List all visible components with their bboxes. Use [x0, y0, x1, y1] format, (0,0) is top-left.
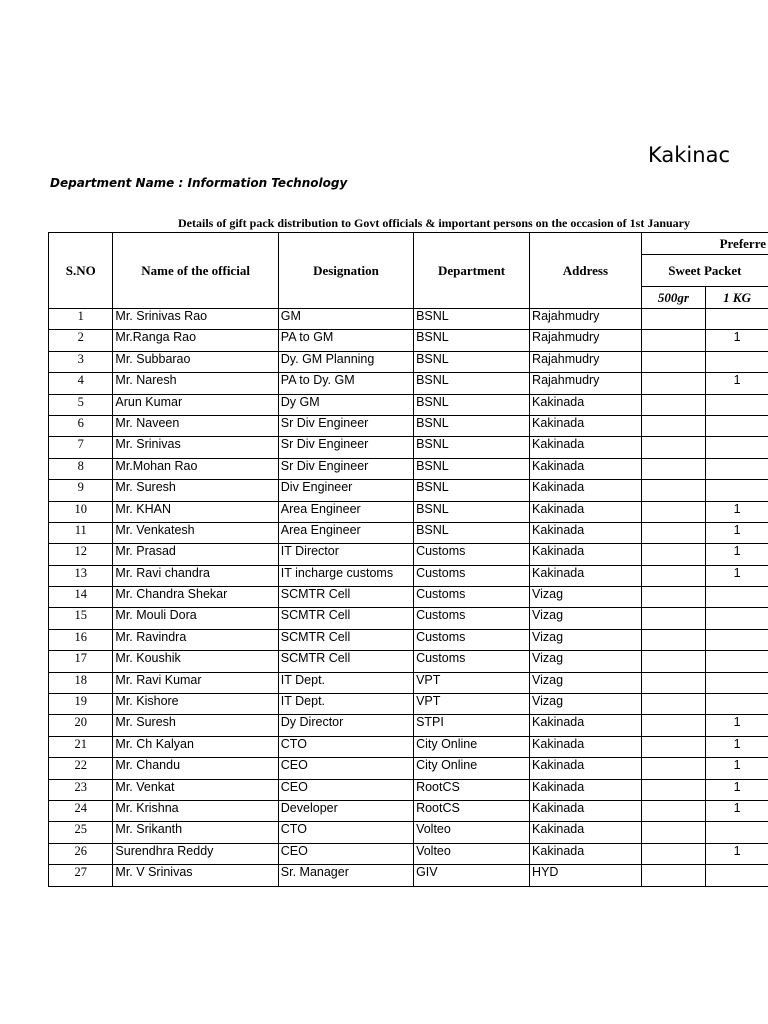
row-name: Mr. Ravi chandra [113, 565, 278, 586]
row-address: Kakinada [530, 437, 642, 458]
row-sno: 2 [49, 330, 113, 351]
table-row [49, 672, 768, 693]
row-name: Mr. Naresh [113, 373, 278, 394]
row-500gr [641, 415, 705, 436]
table-row [49, 394, 768, 415]
row-1kg [706, 437, 768, 458]
row-designation: PA to Dy. GM [278, 373, 413, 394]
table-row [49, 865, 768, 886]
col-header-sno: S.NO [49, 233, 113, 309]
row-designation: CEO [278, 843, 413, 864]
row-address: Kakinada [530, 715, 642, 736]
row-500gr [641, 822, 705, 843]
table-row [49, 437, 768, 458]
row-designation: Dy Director [278, 715, 413, 736]
row-sno: 22 [49, 758, 113, 779]
row-address: Kakinada [530, 843, 642, 864]
distribution-table [48, 232, 768, 887]
row-sno: 3 [49, 351, 113, 372]
row-name: Mr. V Srinivas [113, 865, 278, 886]
row-address: Kakinada [530, 779, 642, 800]
row-address: Kakinada [530, 758, 642, 779]
department-name-label: Department Name : Information Technology [50, 176, 348, 190]
row-sno: 26 [49, 843, 113, 864]
row-designation: IT incharge customs [278, 565, 413, 586]
row-500gr [641, 629, 705, 650]
row-designation: Developer [278, 800, 413, 821]
row-500gr [641, 458, 705, 479]
row-1kg: 1 [706, 736, 768, 757]
row-department: VPT [414, 672, 530, 693]
row-designation: SCMTR Cell [278, 629, 413, 650]
row-500gr [641, 651, 705, 672]
row-name: Mr.Ranga Rao [113, 330, 278, 351]
row-sno: 24 [49, 800, 113, 821]
row-sno: 9 [49, 480, 113, 501]
row-500gr [641, 501, 705, 522]
row-department: BSNL [414, 351, 530, 372]
row-department: GIV [414, 865, 530, 886]
row-1kg: 1 [706, 843, 768, 864]
table-row [49, 458, 768, 479]
row-sno: 27 [49, 865, 113, 886]
row-address: Vizag [530, 629, 642, 650]
row-name: Mr. Chandu [113, 758, 278, 779]
row-department: BSNL [414, 309, 530, 330]
row-department: Customs [414, 565, 530, 586]
row-500gr [641, 779, 705, 800]
row-1kg: 1 [706, 758, 768, 779]
table-row [49, 351, 768, 372]
row-designation: SCMTR Cell [278, 587, 413, 608]
row-department: BSNL [414, 501, 530, 522]
row-500gr [641, 587, 705, 608]
row-500gr [641, 437, 705, 458]
row-department: BSNL [414, 415, 530, 436]
table-row [49, 694, 768, 715]
row-designation: Sr Div Engineer [278, 415, 413, 436]
row-500gr [641, 608, 705, 629]
row-department: Volteo [414, 822, 530, 843]
row-address: Kakinada [530, 458, 642, 479]
row-name: Mr. Koushik [113, 651, 278, 672]
row-sno: 1 [49, 309, 113, 330]
table-row [49, 522, 768, 543]
row-address: Kakinada [530, 544, 642, 565]
row-sno: 10 [49, 501, 113, 522]
row-sno: 7 [49, 437, 113, 458]
row-1kg [706, 608, 768, 629]
row-department: BSNL [414, 437, 530, 458]
table-row [49, 800, 768, 821]
row-name: Mr. Prasad [113, 544, 278, 565]
table-row [49, 309, 768, 330]
row-1kg [706, 458, 768, 479]
row-designation: CEO [278, 779, 413, 800]
table-row [49, 565, 768, 586]
row-sno: 16 [49, 629, 113, 650]
row-500gr [641, 544, 705, 565]
row-1kg [706, 651, 768, 672]
details-caption: Details of gift pack distribution to Govt officials & important persons on the occasion of 1st January [178, 216, 690, 230]
row-sno: 4 [49, 373, 113, 394]
row-500gr [641, 736, 705, 757]
row-address: Kakinada [530, 480, 642, 501]
row-department: Customs [414, 587, 530, 608]
row-designation: GM [278, 309, 413, 330]
row-500gr [641, 672, 705, 693]
row-1kg: 1 [706, 522, 768, 543]
table-row [49, 608, 768, 629]
row-sno: 11 [49, 522, 113, 543]
table-row [49, 715, 768, 736]
col-header-address: Address [530, 233, 642, 309]
row-name: Mr. Kishore [113, 694, 278, 715]
table-row [49, 587, 768, 608]
row-address: Kakinada [530, 522, 642, 543]
row-department: City Online [414, 758, 530, 779]
row-1kg [706, 480, 768, 501]
row-department: RootCS [414, 800, 530, 821]
row-500gr [641, 330, 705, 351]
col-header-designation: Designation [278, 233, 413, 309]
row-department: Customs [414, 608, 530, 629]
row-1kg: 1 [706, 565, 768, 586]
page-title: Kakinac [648, 143, 730, 167]
row-address: Vizag [530, 587, 642, 608]
table-row [49, 822, 768, 843]
row-address: Kakinada [530, 822, 642, 843]
row-1kg: 1 [706, 779, 768, 800]
row-address: Kakinada [530, 415, 642, 436]
row-500gr [641, 715, 705, 736]
row-designation: Dy GM [278, 394, 413, 415]
row-designation: Area Engineer [278, 501, 413, 522]
row-designation: PA to GM [278, 330, 413, 351]
row-1kg: 1 [706, 330, 768, 351]
row-address: Vizag [530, 608, 642, 629]
row-1kg [706, 672, 768, 693]
col-header-name: Name of the official [113, 233, 278, 309]
row-designation: Sr Div Engineer [278, 437, 413, 458]
row-1kg [706, 394, 768, 415]
row-1kg: 1 [706, 501, 768, 522]
col-header-1kg: 1 KG [706, 287, 768, 309]
row-1kg [706, 415, 768, 436]
row-address: Rajahmudry [530, 309, 642, 330]
row-department: BSNL [414, 373, 530, 394]
row-sno: 5 [49, 394, 113, 415]
row-sno: 6 [49, 415, 113, 436]
row-designation: Dy. GM Planning [278, 351, 413, 372]
row-sno: 14 [49, 587, 113, 608]
row-sno: 8 [49, 458, 113, 479]
row-name: Mr. Ravindra [113, 629, 278, 650]
row-sno: 23 [49, 779, 113, 800]
row-department: VPT [414, 694, 530, 715]
row-500gr [641, 865, 705, 886]
col-header-500gr: 500gr [641, 287, 705, 309]
row-address: HYD [530, 865, 642, 886]
row-address: Rajahmudry [530, 373, 642, 394]
row-name: Mr. Ravi Kumar [113, 672, 278, 693]
row-name: Surendhra Reddy [113, 843, 278, 864]
row-500gr [641, 480, 705, 501]
row-1kg: 1 [706, 800, 768, 821]
row-sno: 18 [49, 672, 113, 693]
row-name: Mr. Venkat [113, 779, 278, 800]
row-name: Mr. Srinivas Rao [113, 309, 278, 330]
table-row [49, 779, 768, 800]
row-sno: 15 [49, 608, 113, 629]
row-designation: Sr Div Engineer [278, 458, 413, 479]
row-500gr [641, 309, 705, 330]
row-name: Mr. Chandra Shekar [113, 587, 278, 608]
row-name: Mr. Venkatesh [113, 522, 278, 543]
table-row [49, 330, 768, 351]
row-name: Mr. Krishna [113, 800, 278, 821]
row-sno: 17 [49, 651, 113, 672]
row-1kg: 1 [706, 373, 768, 394]
row-designation: SCMTR Cell [278, 651, 413, 672]
row-designation: Sr. Manager [278, 865, 413, 886]
row-name: Arun Kumar [113, 394, 278, 415]
row-designation: IT Dept. [278, 694, 413, 715]
table-body [49, 309, 768, 887]
row-name: Mr. KHAN [113, 501, 278, 522]
row-1kg [706, 587, 768, 608]
row-designation: CTO [278, 822, 413, 843]
row-department: Customs [414, 651, 530, 672]
row-1kg: 1 [706, 544, 768, 565]
table-row [49, 415, 768, 436]
row-address: Vizag [530, 694, 642, 715]
row-500gr [641, 565, 705, 586]
row-designation: SCMTR Cell [278, 608, 413, 629]
row-1kg [706, 351, 768, 372]
table-row [49, 843, 768, 864]
row-1kg [706, 865, 768, 886]
row-address: Kakinada [530, 394, 642, 415]
row-address: Rajahmudry [530, 351, 642, 372]
table-row [49, 758, 768, 779]
row-500gr [641, 694, 705, 715]
row-designation: Area Engineer [278, 522, 413, 543]
row-name: Mr. Srinivas [113, 437, 278, 458]
row-name: Mr. Suresh [113, 480, 278, 501]
table-row [49, 544, 768, 565]
row-address: Kakinada [530, 565, 642, 586]
table-row [49, 629, 768, 650]
row-500gr [641, 394, 705, 415]
row-department: BSNL [414, 480, 530, 501]
row-sno: 25 [49, 822, 113, 843]
row-1kg [706, 694, 768, 715]
row-name: Mr. Ch Kalyan [113, 736, 278, 757]
table-row [49, 501, 768, 522]
row-department: Volteo [414, 843, 530, 864]
row-department: BSNL [414, 458, 530, 479]
row-address: Vizag [530, 651, 642, 672]
row-name: Mr. Mouli Dora [113, 608, 278, 629]
row-name: Mr. Naveen [113, 415, 278, 436]
row-department: BSNL [414, 522, 530, 543]
table-row [49, 480, 768, 501]
row-name: Mr. Srikanth [113, 822, 278, 843]
row-1kg [706, 309, 768, 330]
row-name: Mr. Subbarao [113, 351, 278, 372]
table-row [49, 651, 768, 672]
row-designation: CTO [278, 736, 413, 757]
row-500gr [641, 351, 705, 372]
col-header-sweet-packet: Sweet Packet [641, 255, 768, 287]
table-row [49, 373, 768, 394]
row-designation: CEO [278, 758, 413, 779]
row-department: Customs [414, 544, 530, 565]
row-500gr [641, 843, 705, 864]
row-sno: 12 [49, 544, 113, 565]
row-address: Rajahmudry [530, 330, 642, 351]
row-500gr [641, 522, 705, 543]
row-sno: 13 [49, 565, 113, 586]
row-500gr [641, 800, 705, 821]
row-1kg [706, 822, 768, 843]
row-address: Kakinada [530, 800, 642, 821]
row-department: STPI [414, 715, 530, 736]
row-sno: 19 [49, 694, 113, 715]
row-department: BSNL [414, 394, 530, 415]
row-designation: IT Director [278, 544, 413, 565]
row-1kg: 1 [706, 715, 768, 736]
table-row [49, 736, 768, 757]
row-name: Mr.Mohan Rao [113, 458, 278, 479]
row-sno: 20 [49, 715, 113, 736]
row-500gr [641, 758, 705, 779]
col-header-department: Department [414, 233, 530, 309]
row-500gr [641, 373, 705, 394]
row-designation: IT Dept. [278, 672, 413, 693]
row-designation: Div Engineer [278, 480, 413, 501]
row-address: Kakinada [530, 501, 642, 522]
row-name: Mr. Suresh [113, 715, 278, 736]
row-department: RootCS [414, 779, 530, 800]
row-address: Kakinada [530, 736, 642, 757]
col-header-preferred: Preferre [641, 233, 768, 255]
row-1kg [706, 629, 768, 650]
row-department: BSNL [414, 330, 530, 351]
row-address: Vizag [530, 672, 642, 693]
row-department: City Online [414, 736, 530, 757]
row-sno: 21 [49, 736, 113, 757]
row-department: Customs [414, 629, 530, 650]
